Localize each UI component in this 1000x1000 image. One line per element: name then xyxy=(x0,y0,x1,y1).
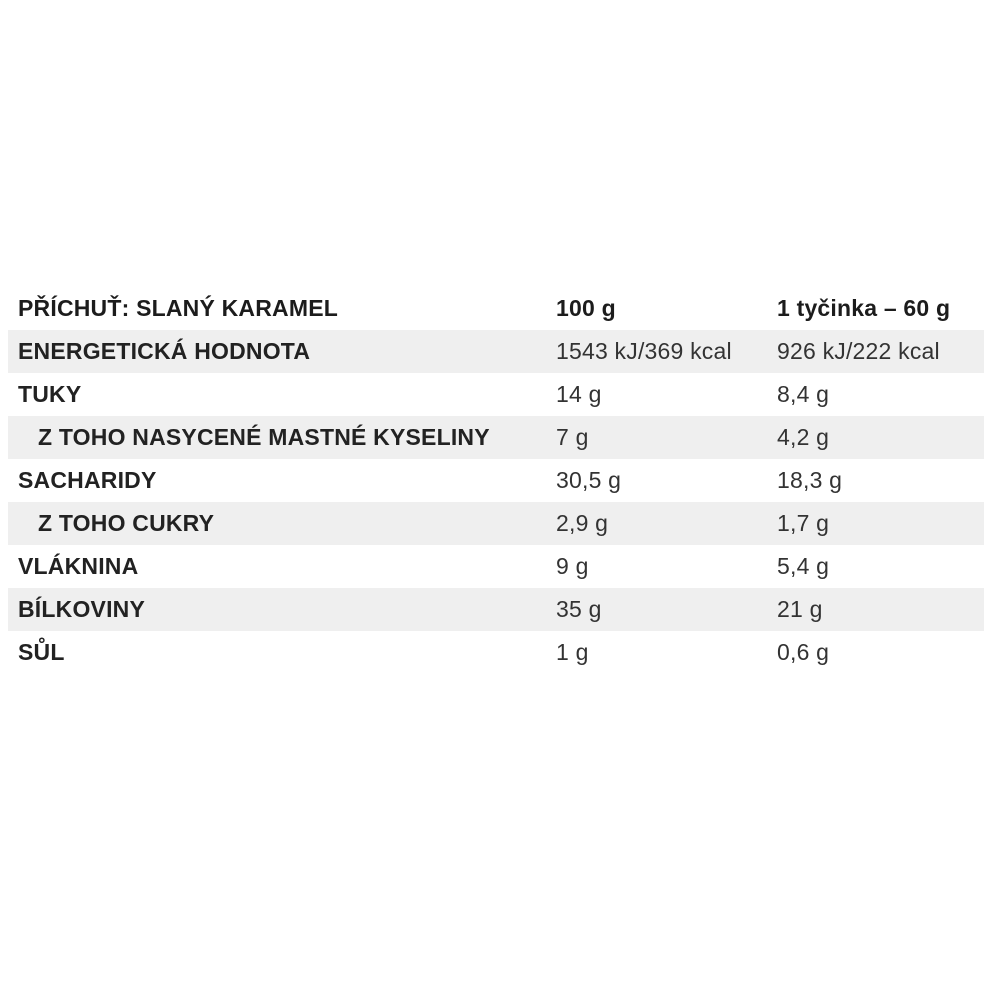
per-100g-value: 9 g xyxy=(556,553,589,579)
per-100g-value: 2,9 g xyxy=(556,510,609,536)
table-row xyxy=(8,373,984,416)
per-bar-header: 1 tyčinka – 60 g xyxy=(777,295,951,321)
per-bar-value: 4,2 g xyxy=(777,424,830,450)
per-100g-value: 35 g xyxy=(556,596,602,622)
per-bar-value: 18,3 g xyxy=(777,467,843,493)
nutrient-name: Z TOHO CUKRY xyxy=(38,510,215,536)
table-row xyxy=(8,588,984,631)
per-100g-value: 1543 kJ/369 kcal xyxy=(556,338,732,364)
per-100g-value: 30,5 g xyxy=(556,467,622,493)
table-row xyxy=(8,631,984,674)
nutrient-name: ENERGETICKÁ HODNOTA xyxy=(18,338,311,364)
table-row xyxy=(8,502,984,545)
per-bar-value: 8,4 g xyxy=(777,381,830,407)
table-header-row xyxy=(8,287,984,330)
nutrient-name: BÍLKOVINY xyxy=(18,596,146,622)
nutrient-name: SŮL xyxy=(18,639,65,665)
table-row xyxy=(8,545,984,588)
per-100g-value: 14 g xyxy=(556,381,602,407)
per-bar-value: 926 kJ/222 kcal xyxy=(777,338,940,364)
table-row xyxy=(8,330,984,373)
per-100g-value: 7 g xyxy=(556,424,589,450)
per-bar-value: 0,6 g xyxy=(777,639,830,665)
nutrition-table xyxy=(8,287,984,674)
per-bar-value: 5,4 g xyxy=(777,553,830,579)
table-row xyxy=(8,416,984,459)
nutrient-name: SACHARIDY xyxy=(18,467,157,493)
table-row xyxy=(8,459,984,502)
flavor-header: PŘÍCHUŤ: SLANÝ KARAMEL xyxy=(18,295,338,321)
nutrient-name: VLÁKNINA xyxy=(18,553,139,579)
per-bar-value: 21 g xyxy=(777,596,823,622)
per-100g-header: 100 g xyxy=(556,295,616,321)
nutrient-name: Z TOHO NASYCENÉ MASTNÉ KYSELINY xyxy=(38,424,490,450)
per-bar-value: 1,7 g xyxy=(777,510,830,536)
nutrient-name: TUKY xyxy=(18,381,82,407)
per-100g-value: 1 g xyxy=(556,639,589,665)
